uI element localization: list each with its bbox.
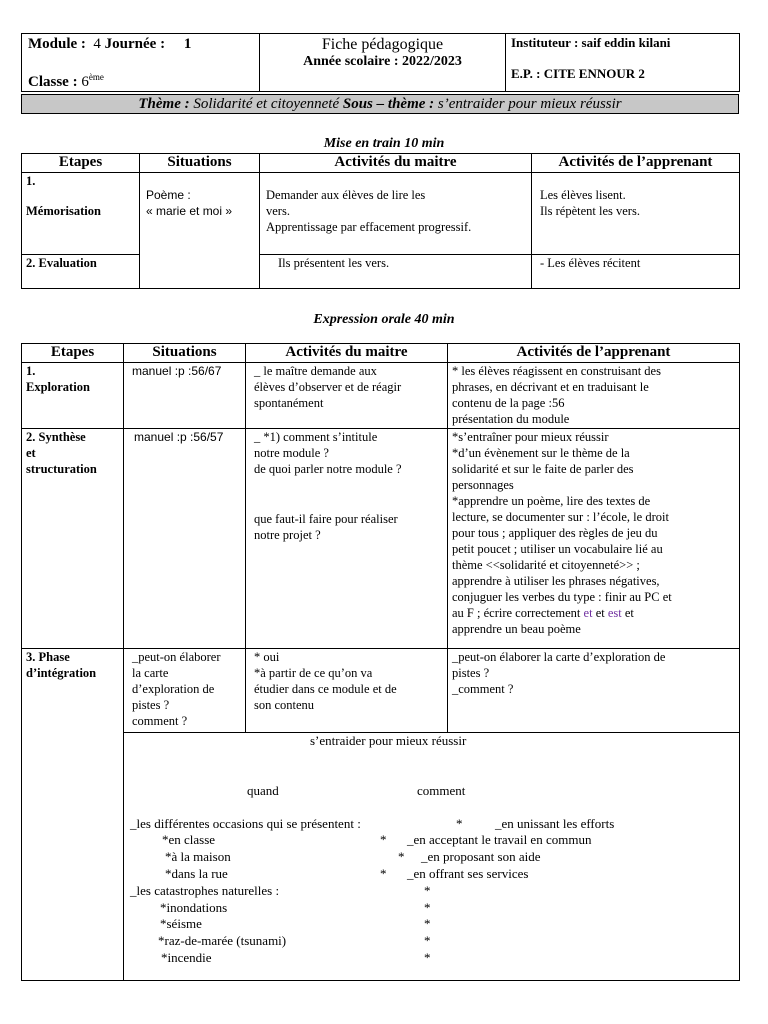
apprenant-line: _comment ? — [452, 682, 514, 696]
apprenant-line: pour tous ; appliquer des règles de jeu du — [452, 526, 658, 540]
map-item: _en offrant ses services — [407, 866, 529, 881]
apprenant-line: conjuguer les verbes du type : finir au PC et — [452, 590, 672, 604]
map-star: * — [424, 883, 431, 898]
header-table — [21, 33, 740, 92]
maitre-line: * oui — [254, 650, 280, 664]
situation-line: « marie et moi » — [146, 204, 233, 218]
apprenant-line: *d’un évènement sur le thème de la — [452, 446, 630, 460]
situation-line: Poème : — [146, 188, 191, 202]
apprenant-line — [452, 605, 735, 621]
module-number: 4 — [93, 36, 101, 52]
maitre-line: vers. — [266, 204, 290, 218]
apprenant-line: - Les élèves récitent — [540, 256, 641, 270]
map-item: _en acceptant le travail en commun — [407, 832, 592, 847]
map-item: *inondations — [160, 900, 228, 915]
page-title: Fiche pédagogique — [321, 36, 444, 53]
map-star: * — [424, 933, 431, 948]
maitre-line: *à partir de ce qu’on va — [254, 666, 373, 680]
map-item: _les catastrophes naturelles : — [130, 883, 280, 898]
maitre-line: de quoi parler notre module ? — [254, 462, 402, 476]
map-item: *raz-de-marée (tsunami) — [158, 933, 287, 948]
table-row — [22, 255, 740, 289]
mise-en-train-table — [21, 153, 740, 289]
map-item: _les différentes occasions qui se présentent : — [130, 816, 361, 831]
situation-text: manuel :p :56/67 — [124, 363, 246, 429]
map-title: s’entraider pour mieux réussir — [310, 733, 467, 748]
col-header-apprenant: Activités de l’apprenant — [532, 154, 740, 173]
maitre-line: étudier dans ce module et de — [254, 682, 397, 696]
apprenant-line: * les élèves réagissent en construisant des — [452, 364, 661, 378]
map-heading-quand: quand — [247, 783, 279, 798]
map-star: * — [456, 816, 463, 831]
teacher-name: Instituteur : saif eddin kilani — [511, 35, 671, 50]
maitre-line: notre module ? — [254, 446, 329, 460]
section-title-expression-orale: Expression orale 40 min — [313, 312, 455, 327]
section-title-mise-en-train: Mise en train 10 min — [323, 136, 445, 151]
situation-line: d’exploration de — [132, 682, 215, 696]
stage-name: structuration — [26, 462, 97, 476]
classe-number: 6 — [81, 74, 89, 90]
apprenant-line: Ils répètent les vers. — [540, 204, 640, 218]
col-header-etapes: Etapes — [22, 154, 140, 173]
map-heading-comment: comment — [417, 783, 466, 798]
exploration-map-cell — [124, 733, 740, 981]
col-header-apprenant: Activités de l’apprenant — [448, 344, 740, 363]
text-fragment: au F ; écrire correctement — [452, 606, 584, 620]
journee-number: 1 — [183, 36, 192, 52]
col-header-maitre: Activités du maitre — [246, 344, 448, 363]
map-star: * — [380, 832, 387, 847]
map-star: * — [380, 866, 387, 881]
stage-name: Exploration — [26, 380, 90, 394]
stage-name: 2. Synthèse — [26, 430, 86, 444]
maitre-line: spontanément — [254, 396, 324, 410]
map-star: * — [424, 916, 431, 931]
table-row — [22, 733, 740, 981]
maitre-line: que faut-il faire pour réaliser — [254, 512, 398, 526]
maitre-line: Apprentissage par effacement progressif. — [266, 220, 472, 234]
map-star: * — [398, 849, 405, 864]
apprenant-line: *s’entraîner pour mieux réussir — [452, 430, 609, 444]
apprenant-line: petit poucet ; utiliser un vocabulaire lié au — [452, 542, 663, 556]
map-item: _en unissant les efforts — [495, 816, 615, 831]
module-cell — [22, 34, 260, 92]
stage-number: 1. — [26, 364, 36, 378]
situation-line: _peut-on élaborer — [132, 650, 221, 664]
theme-bar — [21, 94, 739, 114]
col-header-situations: Situations — [124, 344, 246, 363]
theme-text: Solidarité et citoyenneté — [193, 96, 340, 112]
table-row — [22, 649, 740, 733]
situation-text: manuel :p :56/57 — [124, 429, 246, 649]
maitre-line: notre projet ? — [254, 528, 321, 542]
situation-line: la carte — [132, 666, 169, 680]
classe-label: Classe : — [28, 74, 78, 90]
map-item: *dans la rue — [165, 866, 228, 881]
map-item: *séisme — [160, 916, 202, 931]
table-row — [22, 173, 740, 255]
apprenant-line: apprendre un beau poème — [452, 622, 581, 636]
apprenant-line: *apprendre un poème, lire des textes de — [452, 494, 651, 508]
subtheme-text: s’entraider pour mieux réussir — [437, 96, 622, 112]
highlight-et: et — [583, 606, 593, 620]
school-year: Année scolaire : 2022/2023 — [303, 54, 462, 69]
school-name: E.P. : CITE ENNOUR 2 — [511, 66, 645, 81]
teacher-cell — [506, 34, 740, 92]
text-fragment: et — [592, 606, 608, 620]
map-item: *à la maison — [165, 849, 231, 864]
maitre-line: Ils présentent les vers. — [278, 256, 390, 270]
map-star: * — [424, 900, 431, 915]
situation-line: pistes ? — [132, 698, 170, 712]
expression-orale-table — [21, 343, 740, 981]
apprenant-line: contenu de la page :56 — [452, 396, 565, 410]
highlight-est: est — [607, 606, 622, 620]
maitre-line: élèves d’observer et de réagir — [254, 380, 402, 394]
title-cell — [260, 34, 506, 92]
col-header-situations: Situations — [140, 154, 260, 173]
col-header-etapes: Etapes — [22, 344, 124, 363]
apprenant-line: phrases, en décrivant et en traduisant le — [452, 380, 649, 394]
stage-name: 3. Phase — [26, 650, 70, 664]
map-star: * — [424, 950, 431, 965]
col-header-maitre: Activités du maitre — [260, 154, 532, 173]
stage-name: 2. Evaluation — [26, 256, 97, 270]
stage-name: et — [26, 446, 36, 460]
apprenant-line: apprendre à utiliser les phrases négatives, — [452, 574, 660, 588]
map-item: *en classe — [162, 832, 216, 847]
apprenant-line: Les élèves lisent. — [540, 188, 626, 202]
apprenant-line: lecture, se documenter sur : l’école, le droit — [452, 510, 669, 524]
maitre-line: _ *1) comment s’intitule — [254, 430, 378, 444]
stage-name: Mémorisation — [26, 204, 101, 218]
theme-label: Thème : — [138, 96, 190, 112]
situation-line: comment ? — [132, 714, 188, 728]
subtheme-label: Sous – thème : — [342, 96, 435, 112]
maitre-line: son contenu — [254, 698, 315, 712]
map-item: *incendie — [161, 950, 212, 965]
stage-number: 1. — [26, 174, 36, 188]
table-row — [22, 429, 740, 649]
map-item: _en proposant son aide — [421, 849, 541, 864]
apprenant-line: _peut-on élaborer la carte d’exploration de — [452, 650, 666, 664]
apprenant-line: personnages — [452, 478, 514, 492]
apprenant-line: solidarité et sur le faite de parler des — [452, 462, 634, 476]
stage-name: d’intégration — [26, 666, 97, 680]
maitre-line: _ le maître demande aux — [254, 364, 377, 378]
table-row — [22, 363, 740, 429]
text-fragment: et — [621, 606, 634, 620]
apprenant-line: présentation du module — [452, 412, 570, 426]
apprenant-line: pistes ? — [452, 666, 490, 680]
apprenant-line: thème <<solidarité et citoyenneté>> ; — [452, 558, 640, 572]
classe-superscript: ème — [88, 72, 104, 82]
maitre-line: Demander aux élèves de lire les — [266, 188, 426, 202]
module-label: Module : — [28, 36, 86, 52]
journee-label: Journée : — [104, 36, 166, 52]
